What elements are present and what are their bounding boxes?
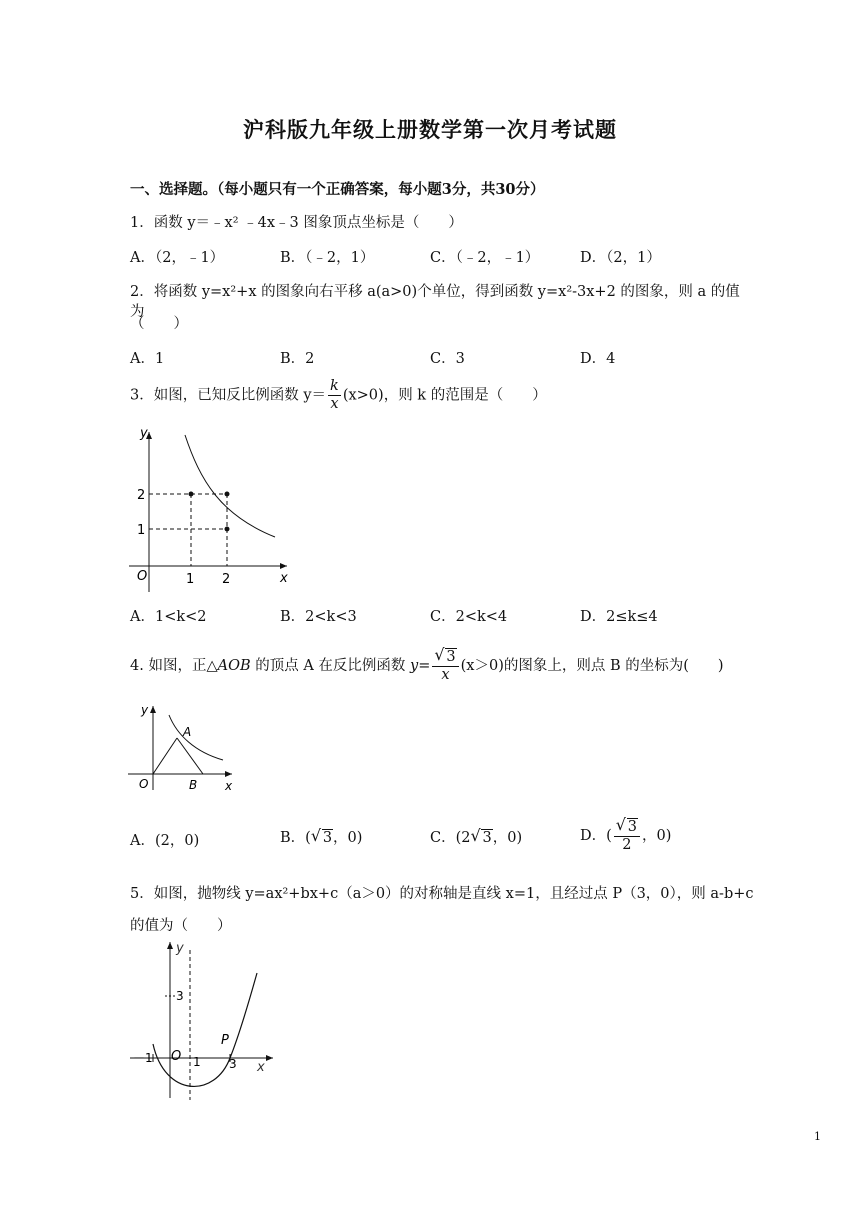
- q4-option-d-post: ，0): [642, 828, 672, 844]
- q5-point-p-label: P: [221, 1033, 229, 1048]
- question-2-line-1: 2．将函数 y=x²+x 的图象向右平移 a(a>0)个单位，得到函数 y=x²-3x+2 的图象，则 a 的值为: [130, 284, 740, 320]
- q4-lhs: y: [410, 658, 419, 674]
- q1-option-d: D．（2，1）: [580, 250, 661, 266]
- q4-option-c: C．(2 √ 3，0): [430, 826, 523, 846]
- q4-option-c-post: ，0): [492, 830, 523, 846]
- q3-tick-x2: 2: [222, 572, 231, 587]
- q4-option-b-pre: B．(: [280, 830, 311, 846]
- q4-option-d: D．( √ 3 2 ，0): [580, 815, 672, 853]
- q1-option-b: B．（﹣2，1）: [280, 250, 375, 266]
- q3-fraction: [328, 378, 341, 413]
- question-5-line-2: 的值为（ ）: [130, 918, 232, 934]
- q3-prefix: 3．如图，已知反比例函数 y＝: [130, 387, 327, 404]
- q5-tick-neg1: －1: [133, 1051, 153, 1065]
- q4-option-d-den: 2: [614, 836, 640, 854]
- q4-x-label: x: [225, 779, 233, 793]
- q5-y-label: y: [176, 941, 184, 956]
- q3-option-c: C．2<k<4: [430, 609, 508, 625]
- q2-option-c: C．3: [430, 351, 465, 367]
- q4-option-a: A．(2，0): [130, 833, 200, 849]
- question-1-text: 1．函数 y＝﹣x² ﹣4x﹣3 图象顶点坐标是（ ）: [130, 215, 463, 231]
- q4-option-d-pre: D．(: [580, 828, 612, 844]
- q4-frac-den: x: [432, 666, 458, 684]
- q3-y-label: y: [140, 426, 148, 441]
- q4-option-d-num: 3: [627, 819, 638, 835]
- q5-origin-label: O: [171, 1049, 182, 1064]
- q5-tick-3: 3: [229, 1057, 237, 1071]
- q4-point-b-label: B: [189, 778, 198, 792]
- q2-option-a: A．1: [130, 351, 165, 367]
- q2-option-b: B．2: [280, 351, 315, 367]
- q4-option-c-radicand: 3: [482, 830, 492, 846]
- q5-figure: [125, 938, 285, 1103]
- question-3-text: [130, 378, 547, 413]
- q4-point-a-label: A: [183, 725, 192, 739]
- question-2-line-2: （ ）: [130, 316, 188, 332]
- q3-option-a: A．1<k<2: [130, 609, 207, 625]
- q3-x-label: x: [280, 571, 288, 586]
- q3-tick-y1: 1: [137, 523, 146, 538]
- q3-option-b: B．2<k<3: [280, 609, 357, 625]
- q4-fraction: √ 3 x: [432, 648, 458, 684]
- q4-frac-num: 3: [446, 649, 456, 665]
- page-title: 沪科版九年级上册数学第一次月考试题: [243, 117, 617, 142]
- q3-tick-y2: 2: [137, 488, 146, 503]
- q3-suffix: (x>0)，则 k 的范围是（ ）: [342, 387, 547, 404]
- q1-option-a: A．（2，﹣1）: [130, 250, 225, 266]
- q4-y-label: y: [141, 703, 149, 717]
- page-number: 1: [814, 1130, 821, 1143]
- q4-option-b-post: ，0): [333, 830, 363, 846]
- q4-option-c-pre: C．(2: [430, 830, 471, 846]
- q2-option-d: D．4: [580, 351, 616, 367]
- q4-option-b: B．( √ 3，0): [280, 826, 363, 846]
- q4-figure: [125, 700, 240, 795]
- q3-frac-den: x: [328, 395, 341, 413]
- q4-option-b-radicand: 3: [322, 830, 333, 846]
- question-4-text: [130, 645, 724, 684]
- q3-option-d: D．2≤k≤4: [580, 609, 658, 625]
- q3-tick-x1: 1: [186, 572, 195, 587]
- section-heading: 一、选择题。（每小题只有一个正确答案，每小题3分，共30分）: [130, 181, 545, 198]
- q5-tick-1: 1: [193, 1055, 201, 1069]
- q4-triangle-name: AOB: [217, 658, 251, 674]
- q4-origin-label: O: [139, 777, 149, 791]
- question-5-line-1: 5．如图，抛物线 y=ax²+bx+c（a＞0）的对称轴是直线 x=1，且经过点 P（3，0），则 a-b+c: [130, 886, 754, 902]
- q4-suffix: (x＞0)的图象上，则点 B 的坐标为( ): [460, 658, 724, 674]
- q5-x-label: x: [257, 1060, 265, 1075]
- q1-option-c: C．（﹣2，﹣1）: [430, 250, 540, 266]
- q5-tick-y3: 3: [176, 989, 184, 1003]
- q3-frac-num: k: [330, 378, 339, 394]
- q4-equals: =: [418, 658, 431, 674]
- q4-prefix: 4. 如图，正△: [130, 658, 218, 674]
- q3-figure: [125, 420, 300, 595]
- q3-origin-label: O: [137, 569, 148, 584]
- q4-mid: 的顶点 A 在反比例函数: [250, 658, 411, 674]
